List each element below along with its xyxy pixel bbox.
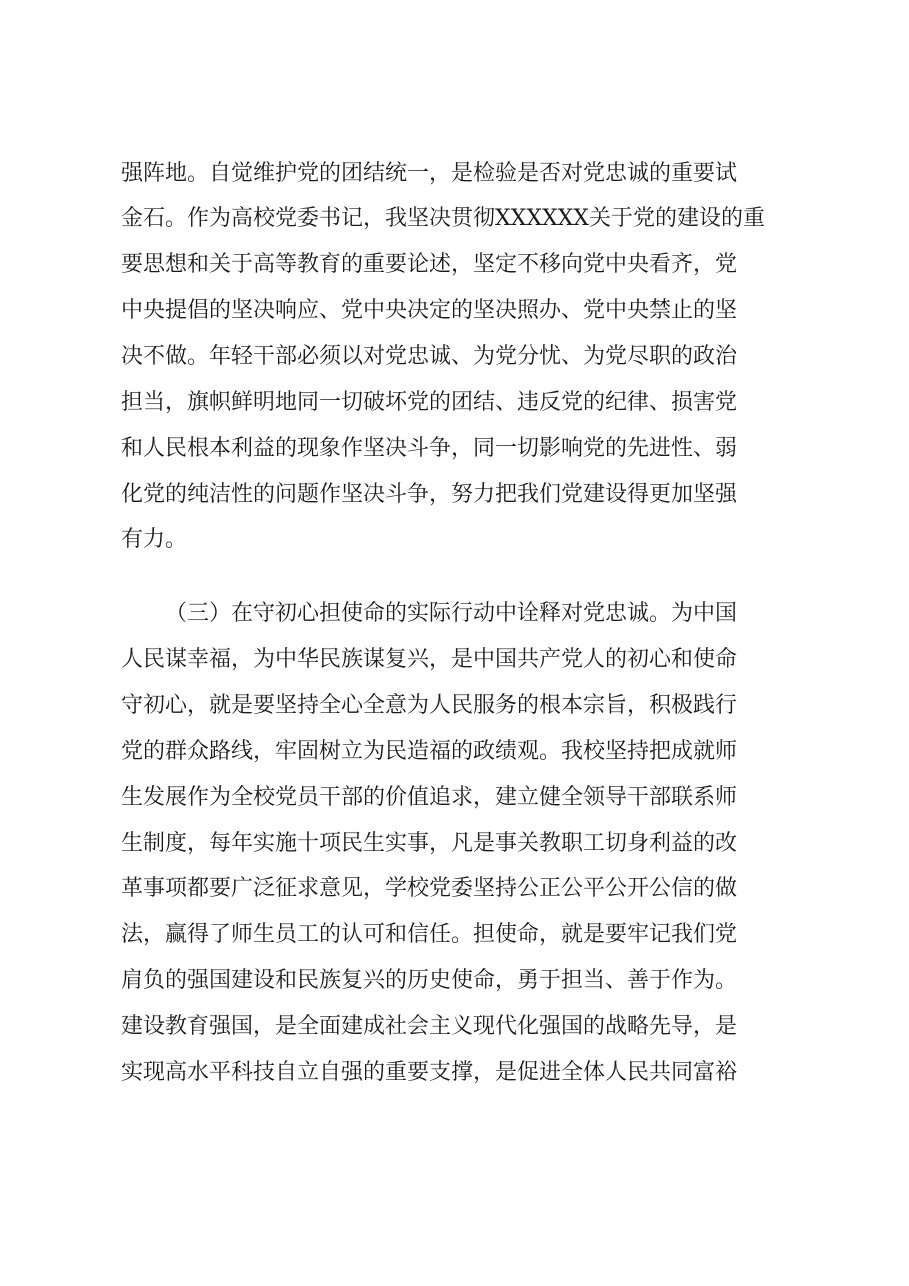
text-line: 担当，旗帜鲜明地同一切破坏党的团结、违反党的纪律、损害党 (121, 390, 738, 415)
text-line: 决不做。年轻干部必须以对党忠诚、为党分忧、为党尽职的政治 (121, 344, 738, 369)
text-line: 建设教育强国，是全面建成社会主义现代化强国的战略先导，是 (121, 1014, 738, 1039)
text-line: 生制度，每年实施十项民生实事，凡是事关教职工切身利益的改 (121, 831, 738, 856)
text-line: 生发展作为全校党员干部的价值追求，建立健全领导干部联系师 (121, 785, 738, 810)
section-heading-line: （三）在守初心担使命的实际行动中诠释对党忠诚。为中国 (165, 601, 738, 626)
text-line: 实现高水平科技自立自强的重要支撑，是促进全体人民共同富裕 (121, 1060, 738, 1085)
text-line: 革事项都要广泛征求意见，学校党委坚持公正公平公开公信的做 (121, 876, 738, 901)
text-line: 人民谋幸福，为中华民族谋复兴，是中国共产党人的初心和使命 (121, 647, 738, 672)
text-line: 金石。作为高校党委书记，我坚决贯彻XXXXXX关于党的建设的重 (121, 206, 765, 231)
text-line: 化党的纯洁性的问题作坚决斗争，努力把我们党建设得更加坚强 (121, 482, 738, 507)
text-line: 和人民根本利益的现象作坚决斗争，同一切影响党的先进性、弱 (121, 436, 738, 461)
text-line: 党的群众路线，牢固树立为民造福的政绩观。我校坚持把成就师 (121, 739, 738, 764)
text-line: 强阵地。自觉维护党的团结统一，是检验是否对党忠诚的重要试 (121, 161, 738, 186)
text-line: 中央提倡的坚决响应、党中央决定的坚决照办、党中央禁止的坚 (121, 298, 738, 323)
text-line: 要思想和关于高等教育的重要论述，坚定不移向党中央看齐，党 (121, 252, 738, 277)
text-line: 肩负的强国建设和民族复兴的历史使命，勇于担当、善于作为。 (121, 968, 738, 993)
text-line: 守初心，就是要坚持全心全意为人民服务的根本宗旨，积极践行 (121, 693, 738, 718)
text-line: 有力。 (121, 527, 188, 552)
text-line: 法，赢得了师生员工的认可和信任。担使命，就是要牢记我们党 (121, 922, 738, 947)
